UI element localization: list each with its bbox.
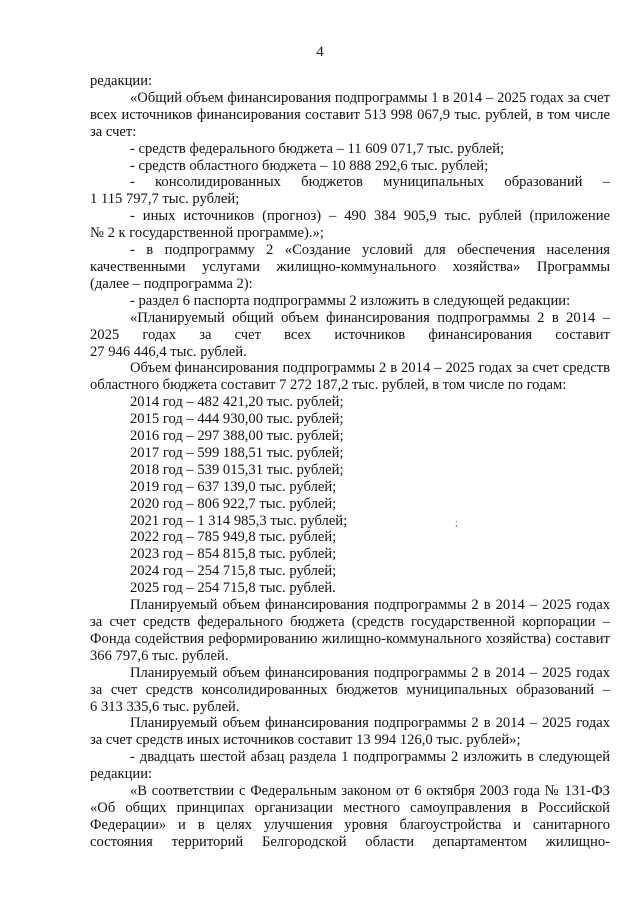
- year-item: 2021 год – 1 314 985,3 тыс. рублей;: [130, 512, 348, 529]
- paragraph-line: Планируемый объем финансирования подпрограммы 2 в 2014 – 2025 годах: [130, 715, 610, 732]
- paragraph-line: всех источников финансирования составит 513 998 067,9 тыс. рублей, в том числе: [90, 106, 610, 123]
- year-item: 2025 год – 254 715,8 тыс. рублей.: [130, 580, 336, 597]
- paragraph-line: состояния территорий Белгородской области департаментом жилищно-: [90, 833, 610, 850]
- paragraph-line: Планируемый объем финансирования подпрограммы 2 в 2014 – 2025 годах: [130, 664, 610, 681]
- year-item: 2019 год – 637 139,0 тыс. рублей;: [130, 478, 337, 495]
- page-number: 4: [316, 44, 324, 60]
- paragraph-line: «В соответствии с Федеральным законом от 6 октября 2003 года № 131-ФЗ: [130, 783, 610, 800]
- year-item: 2016 год – 297 388,00 тыс. рублей;: [130, 428, 344, 445]
- paragraph-line: за счет:: [90, 123, 137, 140]
- year-item: 2018 год – 539 015,31 тыс. рублей;: [130, 461, 344, 478]
- paragraph-line: - иных источников (прогноз) – 490 384 905,9 тыс. рублей (приложение: [130, 208, 610, 225]
- paragraph-line: «Об общих принципах организации местного самоуправления в Российской: [90, 799, 610, 816]
- paragraph-line: 6 313 335,6 тыс. рублей.: [90, 698, 240, 715]
- paragraph-line: № 2 к государственной программе).»;: [90, 225, 324, 242]
- year-item: 2020 год – 806 922,7 тыс. рублей;: [130, 495, 337, 512]
- paragraph-line: редакции:: [90, 766, 153, 783]
- paragraph-line: «Планируемый общий объем финансирования подпрограммы 2 в 2014 –: [130, 309, 610, 326]
- paragraph-line: - раздел 6 паспорта подпрограммы 2 изложить в следующей редакции:: [130, 292, 571, 309]
- year-item: 2015 год – 444 930,00 тыс. рублей;: [130, 411, 344, 428]
- paragraph-line: за счет средств иных источников составит 13 994 126,0 тыс. рублей»;: [90, 732, 521, 749]
- paragraph-line: - консолидированных бюджетов муниципальных образований –: [130, 174, 610, 191]
- scan-mark: ;: [455, 518, 458, 529]
- paragraph-line: Планируемый объем финансирования подпрограммы 2 в 2014 – 2025 годах: [130, 597, 610, 614]
- paragraph-line: (далее – подпрограмма 2):: [90, 275, 253, 292]
- year-item: 2022 год – 785 949,8 тыс. рублей;: [130, 529, 337, 546]
- paragraph-line: - в подпрограмму 2 «Создание условий для обеспечения населения: [130, 242, 610, 259]
- paragraph-line: Фонда содействия реформированию жилищно-коммунального хозяйства) составит: [90, 630, 610, 647]
- paragraph-line: 2025 годах за счет всех источников финансирования составит: [90, 326, 610, 343]
- document-body: [90, 73, 610, 851]
- year-item: 2023 год – 854 815,8 тыс. рублей;: [130, 546, 337, 563]
- year-item: 2017 год – 599 188,51 тыс. рублей;: [130, 444, 344, 461]
- year-item: 2014 год – 482 421,20 тыс. рублей;: [130, 394, 344, 411]
- paragraph-line: 366 797,6 тыс. рублей.: [90, 647, 229, 664]
- paragraph-line: качественными услугами жилищно-коммунального хозяйства» Программы: [90, 258, 610, 275]
- paragraph-line: Объем финансирования подпрограммы 2 в 2014 – 2025 годах за счет средств: [130, 360, 610, 377]
- paragraph-line: 1 115 797,7 тыс. рублей;: [90, 191, 240, 208]
- paragraph-line: за счет средств федерального бюджета (средств государственной корпорации –: [90, 614, 610, 630]
- year-item: 2024 год – 254 715,8 тыс. рублей;: [130, 563, 337, 580]
- paragraph-line: - двадцать шестой абзац раздела 1 подпрограммы 2 изложить в следующей: [130, 749, 610, 766]
- paragraph-line: областного бюджета составит 7 272 187,2 тыс. рублей, в том числе по годам:: [90, 377, 567, 394]
- paragraph-line: редакции:: [90, 73, 153, 89]
- paragraph-line: 27 946 446,4 тыс. рублей.: [90, 343, 247, 360]
- paragraph-line: за счет средств консолидированных бюджетов муниципальных образований –: [90, 681, 610, 698]
- paragraph-line: - средств федерального бюджета – 11 609 071,7 тыс. рублей;: [130, 140, 505, 157]
- paragraph-line: Федерации» и в целях улучшения уровня благоустройства и санитарного: [90, 816, 610, 833]
- yearly-financing-list: [90, 394, 610, 597]
- paragraph-line: - средств областного бюджета – 10 888 292,6 тыс. рублей;: [130, 157, 489, 174]
- paragraph-line: «Общий объем финансирования подпрограммы 1 в 2014 – 2025 годах за счет: [130, 89, 610, 106]
